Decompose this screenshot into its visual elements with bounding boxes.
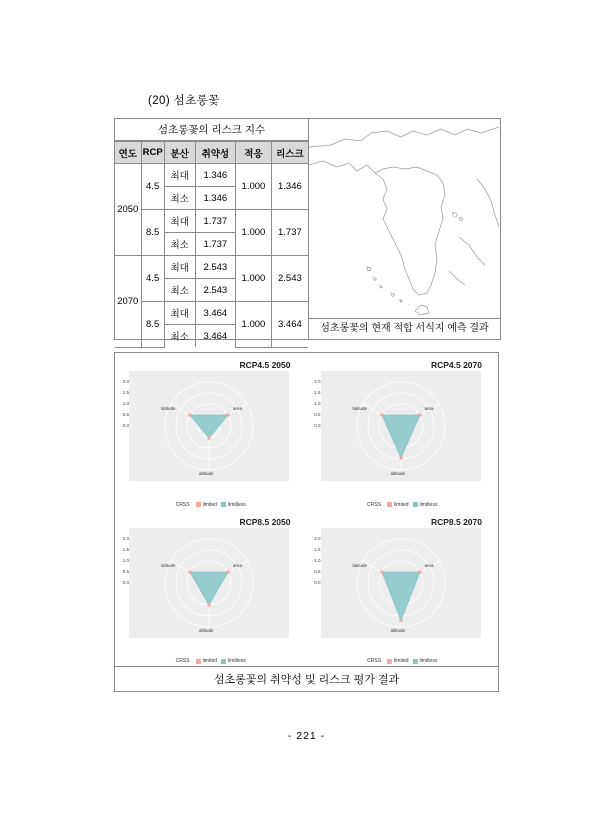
cell-risk: 2.543 [271,256,308,302]
cell-vulnerability: 1.346 [195,164,236,187]
risk-table-caption: 섬초롱꽃의 리스크 지수 [115,119,308,141]
cell-vulnerability: 1.346 [195,187,236,210]
chart-title: RCP4.5 2050 [239,360,291,370]
axis-label-area: area [233,406,243,411]
legend-title: CRSS [367,658,382,664]
chart-title: RCP8.5 2050 [239,516,291,527]
plot-background [321,371,481,481]
legend-item-limitless [413,502,438,508]
cell-adaptation: 1.000 [236,302,272,348]
tick-0-0: 0.0 [122,579,129,585]
cell-adaptation: 1.000 [236,164,272,210]
korea-map-icon [309,119,499,317]
tick-2-0: 2.0 [122,535,129,541]
axis-label-area: area [424,562,434,568]
tick-2-0: 2.0 [314,379,321,384]
legend-label-limitless: limitless [419,658,438,664]
legend-item-limitless [221,502,246,508]
cell-dispersal: 최소 [164,233,195,256]
tick-0-0: 0.0 [314,423,321,428]
col-vulnerability: 취약성 [195,142,236,164]
charts-block [114,352,499,692]
legend-item-limitless [221,658,246,664]
cell-vulnerability: 3.464 [195,302,236,325]
top-figure-block [114,118,501,343]
legend-item-limited [387,658,408,664]
axis-label-latitude: latitude [161,406,176,411]
cell-adaptation: 1.000 [236,210,272,256]
col-adaptation: 적응 [236,142,272,164]
table-row [115,164,308,187]
cell-rcp: 8.5 [141,210,164,256]
chart-legend [176,502,246,508]
cell-vulnerability: 2.543 [195,256,236,279]
radar-svg [321,371,481,481]
cell-vulnerability: 1.737 [195,210,236,233]
axis-label-altitude: altitude [199,627,214,633]
tick-2-0: 2.0 [314,535,321,541]
page-title: (20) 섬초롱꽃 [148,95,220,107]
legend-item-limited [196,502,217,508]
tick-0-5: 0.5 [314,412,321,417]
tick-0-5: 0.5 [122,412,129,417]
legend-swatch-limitless [413,502,418,507]
chart-legend [367,658,437,664]
legend-label-limitless: limitless [419,501,438,508]
axis-label-area: area [233,562,243,568]
radar-svg [129,528,289,638]
legend-label-limited: limited [202,501,218,508]
axis-label-altitude: altitude [390,627,406,633]
radar-svg [129,371,289,481]
table-row [115,302,308,325]
legend-swatch-limitless [221,659,226,664]
page-number: - 221 - [287,730,326,742]
legend-title: CRSS [367,501,382,508]
tick-1-0: 1.0 [122,557,129,563]
cell-year: 2070 [115,256,141,348]
col-year: 연도 [115,142,141,164]
axis-label-latitude: latitude [352,562,368,568]
legend-label-limited: limited [202,658,218,664]
radar-chart-rcp85-2050 [115,510,307,667]
col-rcp: RCP [141,142,164,164]
cell-dispersal: 최대 [164,256,195,279]
legend-swatch-limited [196,502,201,507]
habitat-map-caption: 섬초롱꽃의 현재 적합 서식지 예측 결과 [309,318,500,339]
legend-label-limited: limited [394,658,409,664]
legend-swatch-limited [387,659,392,664]
tick-0-0: 0.0 [314,579,321,585]
legend-title: CRSS [175,658,190,664]
tick-1-5: 1.5 [314,390,321,395]
cell-dispersal: 최소 [164,279,195,302]
table-row [115,256,308,279]
risk-table [115,141,308,348]
chart-title: RCP4.5 2070 [430,360,482,370]
cell-dispersal: 최대 [164,164,195,187]
cell-vulnerability: 2.543 [195,279,236,302]
legend-label-limited: limited [394,501,409,508]
axis-label-latitude: latitude [352,406,368,411]
plot-background [129,528,289,638]
legend-item-limited [387,502,408,508]
tick-1-0: 1.0 [314,557,321,563]
tick-1-0: 1.0 [314,401,321,406]
legend-title: CRSS [175,501,190,508]
cell-vulnerability: 1.737 [195,233,236,256]
axis-label-altitude: altitude [199,471,214,476]
legend-swatch-limitless [221,502,226,507]
axis-label-latitude: latitude [161,562,176,568]
legend-label-limitless: limitless [228,658,246,664]
cell-vulnerability: 3.464 [195,325,236,348]
col-risk: 리스크 [271,142,308,164]
legend-item-limitless [413,658,438,664]
legend-swatch-limitless [413,659,418,664]
axis-label-altitude: altitude [390,471,406,476]
legend-swatch-limited [196,659,201,664]
tick-2-0: 2.0 [122,379,129,384]
legend-item-limited [196,658,217,664]
cell-dispersal: 최소 [164,187,195,210]
radar-svg [321,528,481,638]
chart-title: RCP8.5 2070 [430,516,482,527]
cell-rcp: 4.5 [141,164,164,210]
cell-adaptation: 1.000 [236,256,272,302]
habitat-map [309,119,500,318]
plot-background [321,528,481,638]
tick-1-5: 1.5 [314,546,321,552]
tick-0-5: 0.5 [122,568,129,574]
tick-1-5: 1.5 [122,390,129,395]
cell-year: 2050 [115,164,141,256]
axis-label-area: area [424,406,434,411]
cell-dispersal: 최소 [164,325,195,348]
cell-risk: 1.737 [271,210,308,256]
chart-legend [367,502,437,508]
habitat-map-panel [309,119,500,339]
cell-risk: 1.346 [271,164,308,210]
cell-dispersal: 최대 [164,302,195,325]
cell-rcp: 4.5 [141,256,164,302]
legend-label-limitless: limitless [228,501,246,508]
legend-swatch-limited [387,502,392,507]
tick-1-5: 1.5 [122,546,129,552]
tick-1-0: 1.0 [122,401,129,406]
cell-risk: 3.464 [271,302,308,348]
cell-dispersal: 최대 [164,210,195,233]
risk-table-panel [115,119,309,343]
charts-caption: 섬초롱꽃의 취약성 및 리스크 평가 결과 [115,666,498,693]
col-dispersal: 분산 [164,142,195,164]
table-row [115,210,308,233]
charts-grid [115,353,498,666]
radar-chart-rcp85-2070 [307,510,499,667]
cell-rcp: 8.5 [141,302,164,348]
table-header-row [115,142,308,164]
tick-0-5: 0.5 [314,568,321,574]
radar-chart-rcp45-2070 [307,353,499,510]
plot-background [129,371,289,481]
radar-chart-rcp45-2050 [115,353,307,510]
tick-0-0: 0.0 [122,423,129,428]
chart-legend [176,658,246,664]
